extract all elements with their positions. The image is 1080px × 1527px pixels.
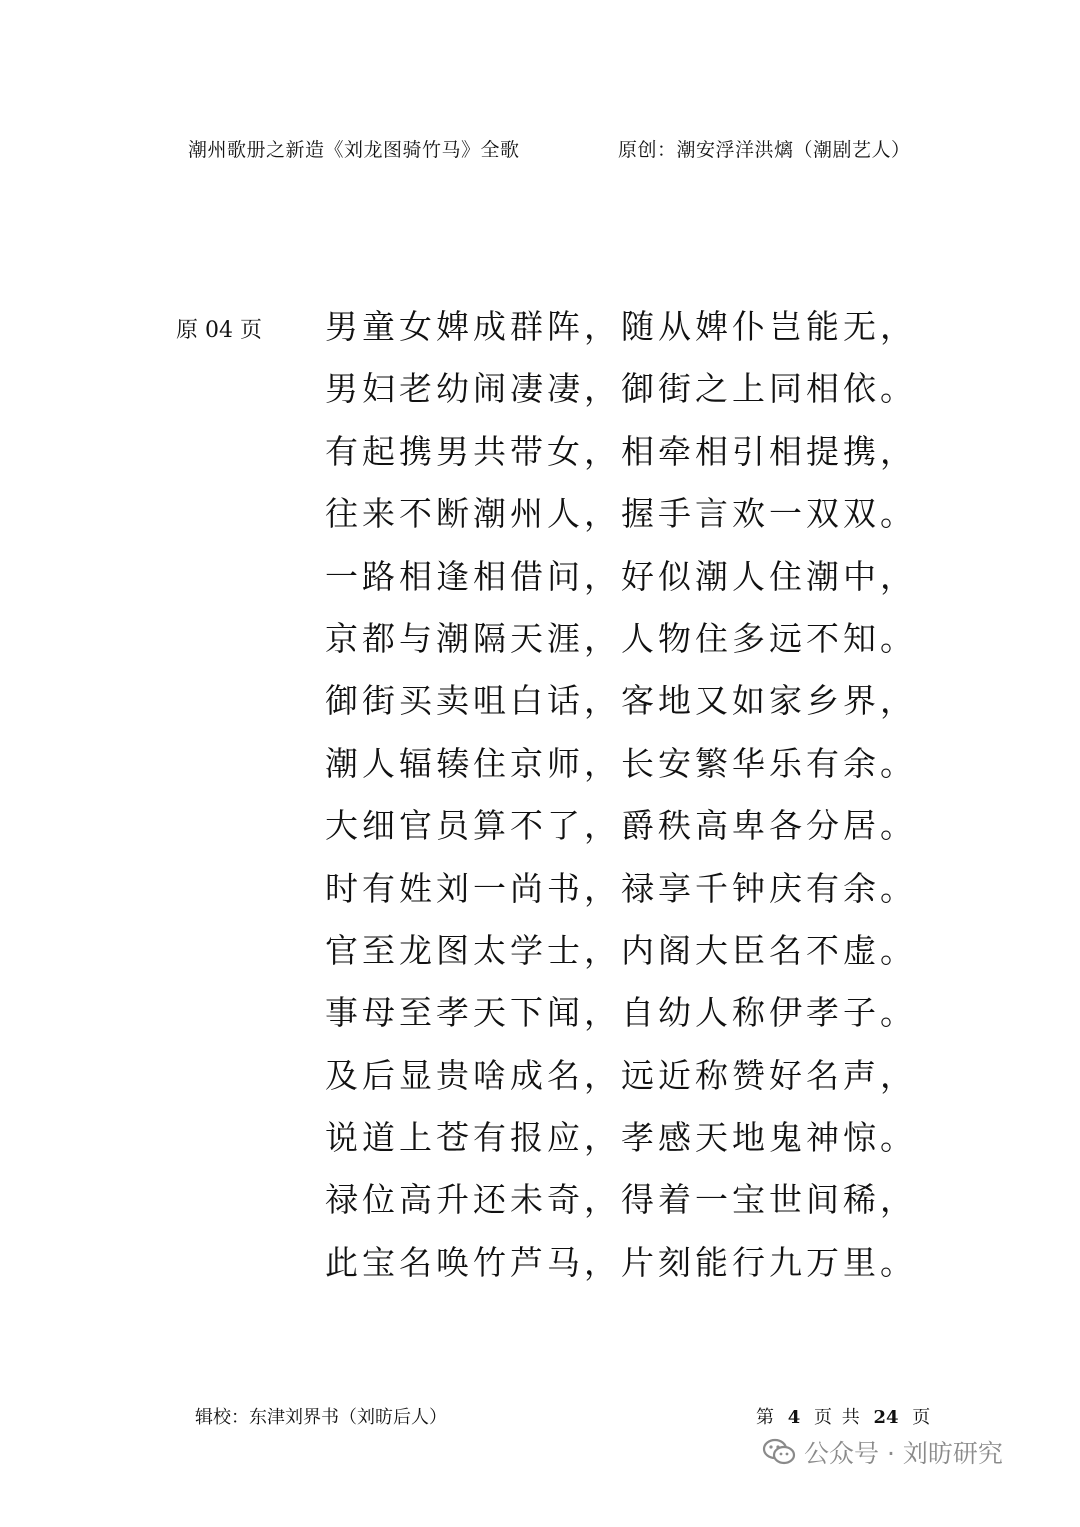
poem-body — [325, 296, 925, 1294]
wechat-icon — [762, 1437, 796, 1467]
poem-line: 此宝名唤竹芦马，片刻能行九万里。 — [325, 1242, 917, 1282]
page-prefix: 第 — [756, 1407, 774, 1428]
poem-line: 官至龙图太学士，内阁大臣名不虚。 — [325, 930, 917, 970]
poem-line: 事母至孝天下闻，自幼人称伊孝子。 — [325, 993, 917, 1033]
poem-line: 及后显贵啥成名，远近称赞好名声， — [325, 1055, 917, 1095]
poem-line: 男妇老幼闹凄凄，御街之上同相依。 — [325, 369, 917, 409]
poem-line: 男童女婢成群阵，随从婢仆岂能无， — [325, 307, 917, 346]
poem-line: 大细官员算不了，爵秩高卑各分居。 — [325, 806, 917, 846]
page-current: 4 — [787, 1407, 801, 1428]
wechat-watermark — [762, 1434, 1003, 1470]
original-page-label: 原 04 页 — [176, 318, 262, 343]
poem-line: 时有姓刘一尚书，禄享千钟庆有余。 — [325, 868, 917, 908]
poem-line: 一路相逢相借问，好似潮人住潮中， — [325, 556, 917, 596]
page-total: 24 — [873, 1407, 899, 1428]
poem-line: 说道上苍有报应，孝感天地鬼神惊。 — [325, 1118, 917, 1158]
poem-line: 有起携男共带女，相牵相引相提携， — [325, 431, 917, 471]
header-title: 潮州歌册之新造《刘龙图骑竹马》全歌 — [188, 139, 520, 161]
poem-line: 往来不断潮州人，握手言欢一双双。 — [325, 494, 917, 534]
header-author: 原创：潮安浮洋洪㷰（潮剧艺人） — [618, 139, 911, 161]
poem-line: 禄位高升还未奇，得着一宝世间稀， — [325, 1180, 917, 1220]
footer-editor: 辑校：东津刘界书（刘昉后人） — [195, 1407, 447, 1428]
footer-page-number — [756, 1403, 930, 1429]
poem-line: 潮人辐辏住京师，长安繁华乐有余。 — [325, 743, 917, 783]
page-suffix: 页 — [912, 1407, 931, 1428]
poem-line: 京都与潮隔天涯，人物住多远不知。 — [325, 618, 917, 658]
poem-line: 御街买卖咀白话，客地又如家乡界， — [325, 681, 917, 721]
watermark-text: 公众号 · 刘昉研究 — [804, 1439, 1003, 1468]
page-middle: 页 共 — [814, 1407, 860, 1428]
